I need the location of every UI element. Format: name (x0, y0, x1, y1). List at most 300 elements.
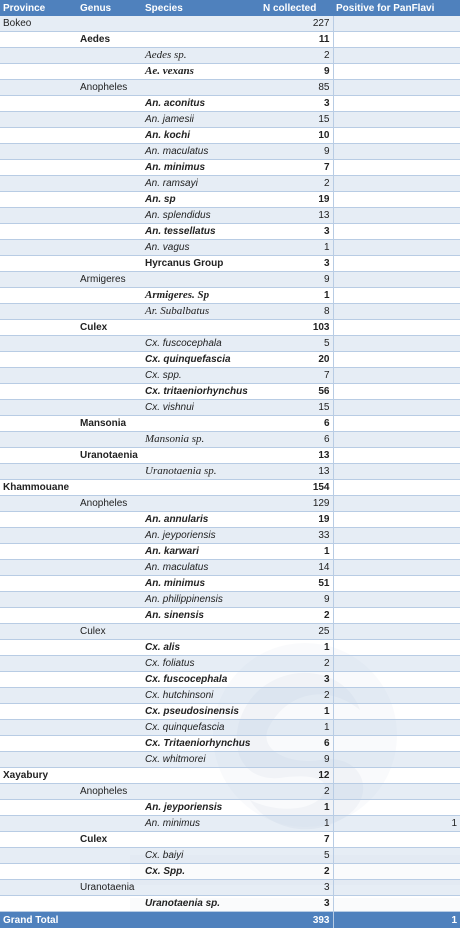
province-cell: Bokeo (0, 16, 77, 32)
province-cell (0, 640, 77, 656)
positive-cell (333, 304, 460, 320)
species-cell (142, 832, 260, 848)
positive-cell (333, 528, 460, 544)
genus-cell (77, 528, 142, 544)
n-collected-cell: 1 (260, 544, 333, 560)
table-row (0, 448, 460, 464)
positive-cell (333, 752, 460, 768)
species-cell: An. splendidus (142, 208, 260, 224)
table-row (0, 896, 460, 912)
n-collected-cell: 3 (260, 672, 333, 688)
table-row (0, 400, 460, 416)
positive-cell (333, 64, 460, 80)
n-collected-cell: 9 (260, 752, 333, 768)
table-row (0, 160, 460, 176)
species-cell (142, 880, 260, 896)
genus-cell: Culex (77, 624, 142, 640)
table-row (0, 624, 460, 640)
province-cell (0, 560, 77, 576)
province-cell (0, 464, 77, 480)
species-cell: An. minimus (142, 576, 260, 592)
table-row (0, 800, 460, 816)
n-collected-cell: 6 (260, 416, 333, 432)
n-collected-cell: 9 (260, 144, 333, 160)
positive-cell (333, 768, 460, 784)
table-body (0, 16, 460, 912)
province-cell (0, 592, 77, 608)
positive-cell (333, 496, 460, 512)
species-cell: An. jeyporiensis (142, 528, 260, 544)
table-row (0, 384, 460, 400)
genus-cell (77, 864, 142, 880)
province-cell (0, 400, 77, 416)
positive-cell (333, 832, 460, 848)
positive-cell (333, 480, 460, 496)
province-cell (0, 672, 77, 688)
n-collected-cell: 9 (260, 272, 333, 288)
grand-total-empty (77, 912, 142, 929)
species-cell: Uranotaenia sp. (142, 896, 260, 912)
species-cell: An. kochi (142, 128, 260, 144)
positive-cell (333, 512, 460, 528)
genus-cell (77, 816, 142, 832)
genus-cell (77, 672, 142, 688)
positive-cell (333, 96, 460, 112)
table-row (0, 736, 460, 752)
table-row (0, 768, 460, 784)
species-cell: An. minimus (142, 816, 260, 832)
n-collected-cell: 1 (260, 640, 333, 656)
province-cell (0, 256, 77, 272)
n-collected-cell: 3 (260, 880, 333, 896)
table-row (0, 512, 460, 528)
species-cell: Cx. baiyi (142, 848, 260, 864)
province-cell (0, 160, 77, 176)
genus-cell: Armigeres (77, 272, 142, 288)
table-row (0, 560, 460, 576)
genus-cell (77, 192, 142, 208)
positive-cell (333, 736, 460, 752)
province-cell (0, 128, 77, 144)
col-header-positive-panflavi: Positive for PanFlavi (333, 0, 460, 16)
species-cell: Cx. pseudosinensis (142, 704, 260, 720)
genus-cell (77, 240, 142, 256)
table-row (0, 704, 460, 720)
genus-cell (77, 432, 142, 448)
genus-cell: Anopheles (77, 784, 142, 800)
n-collected-cell: 8 (260, 304, 333, 320)
genus-cell (77, 352, 142, 368)
table-row (0, 16, 460, 32)
genus-cell (77, 640, 142, 656)
table-row (0, 464, 460, 480)
species-cell: An. minimus (142, 160, 260, 176)
n-collected-cell: 7 (260, 832, 333, 848)
genus-cell (77, 800, 142, 816)
table-row (0, 144, 460, 160)
n-collected-cell: 5 (260, 848, 333, 864)
n-collected-cell: 7 (260, 368, 333, 384)
n-collected-cell: 13 (260, 208, 333, 224)
province-cell (0, 656, 77, 672)
genus-cell (77, 592, 142, 608)
n-collected-cell: 1 (260, 816, 333, 832)
n-collected-cell: 227 (260, 16, 333, 32)
n-collected-cell: 1 (260, 240, 333, 256)
n-collected-cell: 154 (260, 480, 333, 496)
positive-cell (333, 368, 460, 384)
genus-cell: Anopheles (77, 80, 142, 96)
genus-cell (77, 144, 142, 160)
genus-cell (77, 336, 142, 352)
table-row (0, 416, 460, 432)
n-collected-cell: 1 (260, 720, 333, 736)
table-row (0, 816, 460, 832)
n-collected-cell: 15 (260, 112, 333, 128)
table-row (0, 672, 460, 688)
positive-cell (333, 128, 460, 144)
province-cell (0, 800, 77, 816)
species-cell: An. sinensis (142, 608, 260, 624)
species-cell: An. jeyporiensis (142, 800, 260, 816)
province-cell (0, 448, 77, 464)
province-cell (0, 784, 77, 800)
species-cell: Cx. fuscocephala (142, 336, 260, 352)
n-collected-cell: 19 (260, 192, 333, 208)
n-collected-cell: 5 (260, 336, 333, 352)
province-cell (0, 688, 77, 704)
province-cell (0, 240, 77, 256)
province-cell (0, 336, 77, 352)
grand-total-positive: 1 (333, 912, 460, 929)
province-cell (0, 64, 77, 80)
n-collected-cell: 1 (260, 704, 333, 720)
n-collected-cell: 15 (260, 400, 333, 416)
province-cell (0, 112, 77, 128)
province-cell (0, 848, 77, 864)
table-row (0, 112, 460, 128)
table-row (0, 304, 460, 320)
positive-cell (333, 448, 460, 464)
province-cell (0, 416, 77, 432)
n-collected-cell: 1 (260, 800, 333, 816)
species-cell (142, 768, 260, 784)
positive-cell (333, 176, 460, 192)
table-row (0, 352, 460, 368)
n-collected-cell: 11 (260, 32, 333, 48)
province-cell (0, 32, 77, 48)
genus-cell (77, 96, 142, 112)
table-row (0, 368, 460, 384)
positive-cell (333, 544, 460, 560)
species-cell: Cx. quinquefascia (142, 352, 260, 368)
genus-cell (77, 608, 142, 624)
province-cell (0, 880, 77, 896)
genus-cell (77, 304, 142, 320)
species-cell: Mansonia sp. (142, 432, 260, 448)
n-collected-cell: 9 (260, 64, 333, 80)
genus-cell (77, 736, 142, 752)
province-cell (0, 208, 77, 224)
table-row (0, 880, 460, 896)
species-cell: Ae. vexans (142, 64, 260, 80)
positive-cell (333, 688, 460, 704)
positive-cell (333, 800, 460, 816)
col-header-species: Species (142, 0, 260, 16)
species-cell: An. annularis (142, 512, 260, 528)
genus-cell: Culex (77, 320, 142, 336)
table-row (0, 192, 460, 208)
n-collected-cell: 129 (260, 496, 333, 512)
positive-cell (333, 16, 460, 32)
positive-cell (333, 416, 460, 432)
species-cell: Cx. foliatus (142, 656, 260, 672)
positive-cell (333, 880, 460, 896)
positive-cell (333, 288, 460, 304)
table-row (0, 720, 460, 736)
genus-cell (77, 64, 142, 80)
table-row (0, 832, 460, 848)
species-cell: Ar. Subalbatus (142, 304, 260, 320)
genus-cell: Anopheles (77, 496, 142, 512)
province-cell (0, 272, 77, 288)
table-row (0, 272, 460, 288)
table-row (0, 224, 460, 240)
n-collected-cell: 10 (260, 128, 333, 144)
positive-cell (333, 656, 460, 672)
species-cell: Uranotaenia sp. (142, 464, 260, 480)
positive-cell (333, 720, 460, 736)
species-cell (142, 496, 260, 512)
table-row (0, 432, 460, 448)
province-cell (0, 144, 77, 160)
province-cell (0, 48, 77, 64)
species-cell: Cx. whitmorei (142, 752, 260, 768)
n-collected-cell: 3 (260, 224, 333, 240)
species-cell: Aedes sp. (142, 48, 260, 64)
table-row (0, 752, 460, 768)
table-row (0, 544, 460, 560)
species-cell: An. sp (142, 192, 260, 208)
n-collected-cell: 2 (260, 688, 333, 704)
n-collected-cell: 14 (260, 560, 333, 576)
table-row (0, 256, 460, 272)
species-cell (142, 32, 260, 48)
genus-cell (77, 128, 142, 144)
species-cell: An. vagus (142, 240, 260, 256)
genus-cell: Aedes (77, 32, 142, 48)
province-cell (0, 832, 77, 848)
genus-cell (77, 288, 142, 304)
genus-cell: Mansonia (77, 416, 142, 432)
table-row (0, 864, 460, 880)
province-cell (0, 544, 77, 560)
genus-cell (77, 720, 142, 736)
table-row (0, 80, 460, 96)
genus-cell (77, 464, 142, 480)
species-cell: An. aconitus (142, 96, 260, 112)
province-cell (0, 304, 77, 320)
province-cell (0, 96, 77, 112)
n-collected-cell: 2 (260, 784, 333, 800)
species-cell: An. karwari (142, 544, 260, 560)
table-row (0, 48, 460, 64)
genus-cell (77, 16, 142, 32)
genus-cell (77, 400, 142, 416)
grand-total-n: 393 (260, 912, 333, 929)
province-cell (0, 736, 77, 752)
genus-cell (77, 368, 142, 384)
province-cell (0, 496, 77, 512)
n-collected-cell: 6 (260, 432, 333, 448)
positive-cell (333, 384, 460, 400)
province-cell (0, 176, 77, 192)
positive-cell (333, 784, 460, 800)
table-row (0, 176, 460, 192)
province-cell (0, 320, 77, 336)
province-cell (0, 704, 77, 720)
genus-cell: Uranotaenia (77, 880, 142, 896)
species-cell: Cx. fuscocephala (142, 672, 260, 688)
table-row (0, 528, 460, 544)
province-cell (0, 384, 77, 400)
province-cell (0, 752, 77, 768)
species-cell: Cx. vishnui (142, 400, 260, 416)
species-cell: An. maculatus (142, 144, 260, 160)
species-cell: Cx. tritaeniorhynchus (142, 384, 260, 400)
province-cell (0, 576, 77, 592)
positive-cell (333, 464, 460, 480)
table-row (0, 128, 460, 144)
genus-cell (77, 768, 142, 784)
positive-cell (333, 640, 460, 656)
n-collected-cell: 6 (260, 736, 333, 752)
province-cell (0, 816, 77, 832)
positive-cell (333, 144, 460, 160)
species-cell (142, 784, 260, 800)
n-collected-cell: 13 (260, 448, 333, 464)
species-cell: Cx. alis (142, 640, 260, 656)
table-row (0, 608, 460, 624)
province-cell (0, 368, 77, 384)
genus-cell (77, 688, 142, 704)
positive-cell (333, 896, 460, 912)
province-cell (0, 864, 77, 880)
table-row (0, 288, 460, 304)
genus-cell: Uranotaenia (77, 448, 142, 464)
col-header-genus: Genus (77, 0, 142, 16)
province-cell (0, 624, 77, 640)
province-cell (0, 720, 77, 736)
col-header-n-collected: N collected (260, 0, 333, 16)
species-cell: Cx. Tritaeniorhynchus (142, 736, 260, 752)
col-header-province: Province (0, 0, 77, 16)
province-cell: Khammouane (0, 480, 77, 496)
positive-cell (333, 336, 460, 352)
table-row (0, 496, 460, 512)
species-cell: An. tessellatus (142, 224, 260, 240)
positive-cell (333, 608, 460, 624)
n-collected-cell: 3 (260, 96, 333, 112)
n-collected-cell: 2 (260, 864, 333, 880)
table-row (0, 336, 460, 352)
province-cell (0, 224, 77, 240)
table-row (0, 640, 460, 656)
positive-cell (333, 240, 460, 256)
species-cell: Cx. hutchinsoni (142, 688, 260, 704)
positive-cell (333, 848, 460, 864)
n-collected-cell: 85 (260, 80, 333, 96)
positive-cell (333, 272, 460, 288)
province-cell (0, 432, 77, 448)
genus-cell (77, 848, 142, 864)
positive-cell (333, 432, 460, 448)
species-cell: An. philippinensis (142, 592, 260, 608)
positive-cell (333, 160, 460, 176)
genus-cell (77, 512, 142, 528)
n-collected-cell: 33 (260, 528, 333, 544)
province-cell: Xayabury (0, 768, 77, 784)
table-row (0, 320, 460, 336)
species-cell (142, 320, 260, 336)
positive-cell (333, 208, 460, 224)
genus-cell (77, 544, 142, 560)
table-row (0, 480, 460, 496)
n-collected-cell: 103 (260, 320, 333, 336)
genus-cell (77, 656, 142, 672)
province-cell (0, 608, 77, 624)
genus-cell (77, 224, 142, 240)
positive-cell (333, 400, 460, 416)
n-collected-cell: 7 (260, 160, 333, 176)
n-collected-cell: 12 (260, 768, 333, 784)
positive-cell (333, 704, 460, 720)
genus-cell (77, 576, 142, 592)
table-row (0, 848, 460, 864)
n-collected-cell: 3 (260, 256, 333, 272)
n-collected-cell: 13 (260, 464, 333, 480)
province-cell (0, 192, 77, 208)
n-collected-cell: 2 (260, 176, 333, 192)
grand-total-empty (142, 912, 260, 929)
positive-cell (333, 224, 460, 240)
genus-cell (77, 480, 142, 496)
positive-cell (333, 592, 460, 608)
species-cell (142, 80, 260, 96)
positive-cell (333, 192, 460, 208)
n-collected-cell: 2 (260, 608, 333, 624)
n-collected-cell: 9 (260, 592, 333, 608)
n-collected-cell: 51 (260, 576, 333, 592)
positive-cell (333, 320, 460, 336)
positive-cell (333, 80, 460, 96)
positive-cell (333, 672, 460, 688)
genus-cell (77, 384, 142, 400)
n-collected-cell: 56 (260, 384, 333, 400)
n-collected-cell: 25 (260, 624, 333, 640)
table-row (0, 208, 460, 224)
species-cell: Armigeres. Sp (142, 288, 260, 304)
grand-total-label: Grand Total (0, 912, 77, 929)
province-cell (0, 512, 77, 528)
n-collected-cell: 1 (260, 288, 333, 304)
table-row (0, 688, 460, 704)
province-cell (0, 896, 77, 912)
positive-cell (333, 32, 460, 48)
species-cell: Cx. quinquefascia (142, 720, 260, 736)
n-collected-cell: 19 (260, 512, 333, 528)
species-cell (142, 416, 260, 432)
